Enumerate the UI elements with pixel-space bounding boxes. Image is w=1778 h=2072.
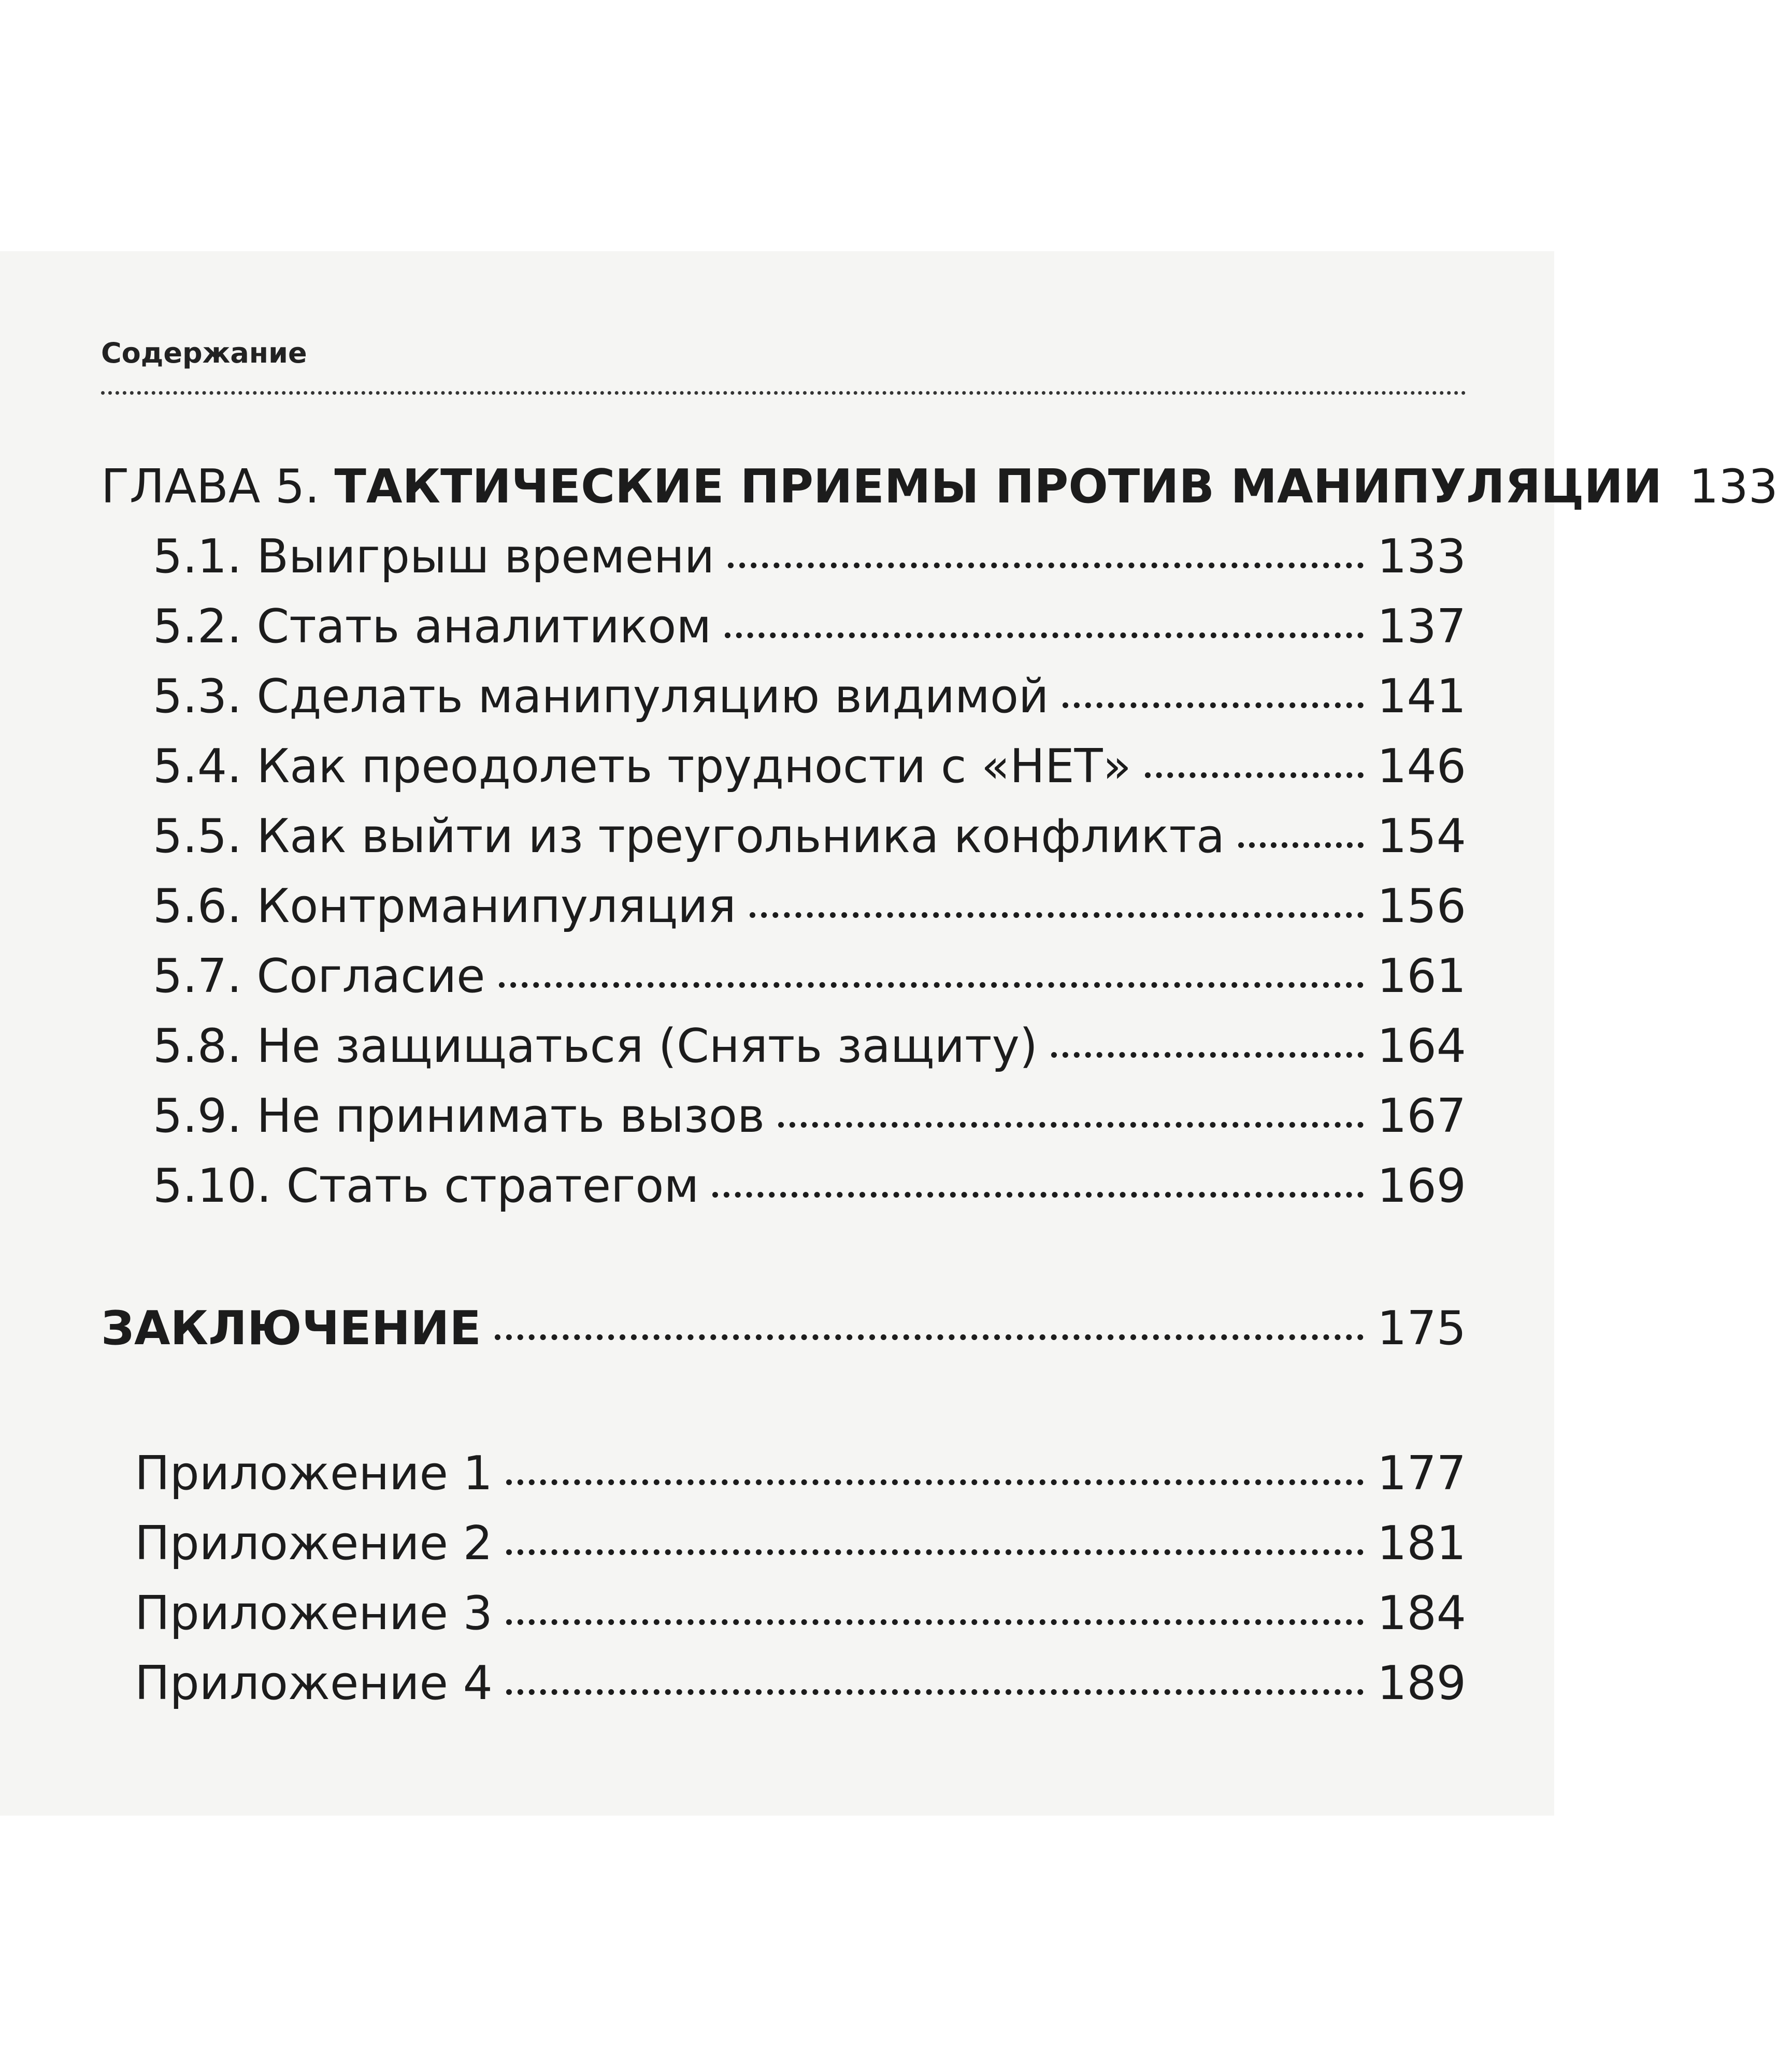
section-title: 5.9. Не принимать вызов [153, 1089, 765, 1143]
toc-section-entry [153, 809, 1466, 864]
conclusion-title: ЗАКЛЮЧЕНИЕ [101, 1301, 481, 1356]
page-number: 181 [1377, 1516, 1466, 1571]
toc-section-entry [153, 949, 1466, 1003]
toc-section-entry [153, 529, 1466, 584]
page-number: 169 [1377, 1159, 1466, 1213]
running-head: Содержание [101, 337, 307, 369]
section-title: 5.4. Как преодолеть трудности с «НЕТ» [153, 739, 1131, 794]
page-number: 164 [1377, 1019, 1466, 1073]
section-title: 5.2. Стать аналитиком [153, 599, 712, 654]
section-title: 5.1. Выигрыш времени [153, 529, 715, 584]
section-title: 5.5. Как выйти из треугольника конфликта [153, 809, 1225, 864]
page-number: 133 [1689, 459, 1778, 514]
page-number: 161 [1377, 949, 1466, 1003]
appendix-title: Приложение 1 [135, 1446, 493, 1501]
page-number: 175 [1377, 1301, 1466, 1356]
page-number: 156 [1377, 879, 1466, 933]
dot-leader [725, 632, 1364, 638]
toc-section-entry [153, 669, 1466, 724]
page-number: 146 [1377, 739, 1466, 794]
header-rule [101, 391, 1466, 395]
page-number: 167 [1377, 1089, 1466, 1143]
toc-section-entry [153, 1089, 1466, 1143]
page-number: 189 [1377, 1656, 1466, 1710]
chapter-number: ГЛАВА 5. [101, 459, 320, 514]
page-number: 177 [1377, 1446, 1466, 1501]
dot-leader [750, 912, 1364, 918]
section-title: 5.3. Сделать манипуляцию видимой [153, 669, 1049, 724]
toc-section-entry [153, 1019, 1466, 1073]
toc-chapter-entry [101, 459, 1778, 514]
dot-leader [506, 1549, 1364, 1555]
page-number: 154 [1377, 809, 1466, 864]
section-title: 5.7. Согласие [153, 949, 485, 1003]
dot-leader [1051, 1052, 1364, 1058]
dot-leader [1063, 702, 1364, 708]
chapter-name: ТАКТИЧЕСКИЕ ПРИЕМЫ ПРОТИВ МАНИПУЛЯЦИИ [334, 459, 1662, 514]
section-title: 5.6. Контрманипуляция [153, 879, 736, 933]
appendix-title: Приложение 2 [135, 1516, 493, 1571]
toc-appendix-entry [135, 1446, 1466, 1501]
dot-leader [728, 563, 1364, 568]
toc-section-entry [153, 1159, 1466, 1213]
page-number: 133 [1377, 529, 1466, 584]
dot-leader [712, 1192, 1364, 1198]
dot-leader [1145, 772, 1364, 778]
page-number: 141 [1377, 669, 1466, 724]
appendix-title: Приложение 3 [135, 1586, 493, 1641]
section-title: 5.8. Не защищаться (Снять защиту) [153, 1019, 1038, 1073]
dot-leader [1238, 842, 1364, 848]
dot-leader [506, 1479, 1364, 1485]
toc-appendix-entry [135, 1516, 1466, 1571]
toc-section-entry [153, 599, 1466, 654]
toc-appendix-entry [135, 1656, 1466, 1710]
toc-section-entry [153, 879, 1466, 933]
toc-conclusion-entry [101, 1301, 1466, 1356]
appendix-title: Приложение 4 [135, 1656, 493, 1710]
page-number: 184 [1377, 1586, 1466, 1641]
chapter-title [101, 459, 1662, 514]
toc-section-entry [153, 739, 1466, 794]
toc-appendix-entry [135, 1586, 1466, 1641]
page-number: 137 [1377, 599, 1466, 654]
section-title: 5.10. Стать стратегом [153, 1159, 699, 1213]
dot-leader [506, 1619, 1364, 1625]
dot-leader [495, 1334, 1364, 1340]
dot-leader [506, 1689, 1364, 1695]
dot-leader [778, 1122, 1364, 1128]
dot-leader [499, 982, 1364, 988]
